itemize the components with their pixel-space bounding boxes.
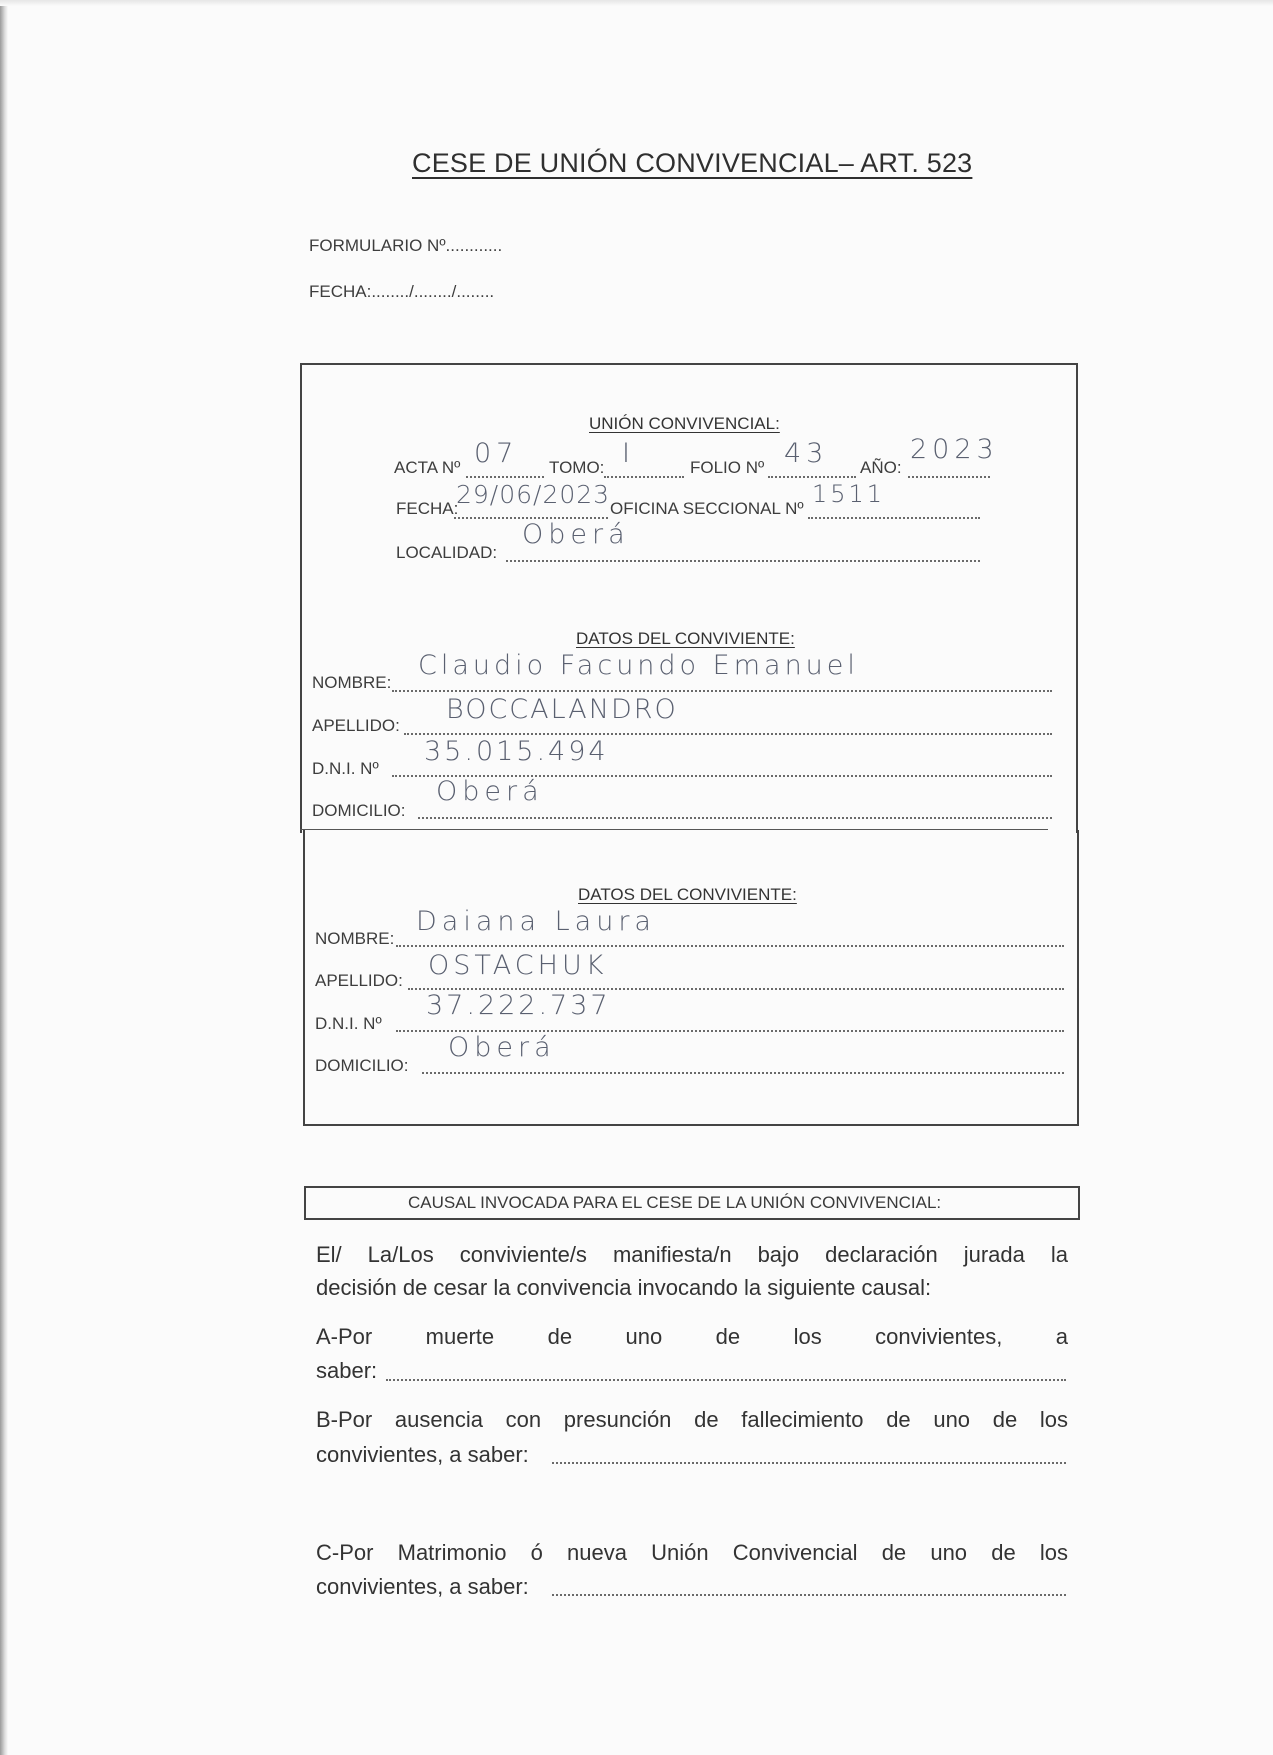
- folio-value: 43: [784, 438, 829, 469]
- tomo-dots: [604, 476, 684, 478]
- causal-intro-line1: El/ La/Los conviviente/s manifiesta/n bajo declaración jurada la: [316, 1242, 1068, 1267]
- conviviente2-dni-label: D.N.I. Nº: [315, 1014, 382, 1033]
- causal-intro-line2: decisión de cesar la convivencia invocando la siguiente causal:: [316, 1275, 932, 1300]
- conviviente1-apellido-value: BOCCALANDRO: [446, 694, 678, 725]
- causal-b-dots: [552, 1462, 1066, 1464]
- folio-dots: [768, 476, 856, 478]
- causal-b-line1: B-Por ausencia con presunción de fallecimiento de uno de los: [316, 1407, 1068, 1432]
- conviviente2-nombre-label: NOMBRE:: [315, 929, 395, 948]
- acta-label: ACTA Nº: [394, 458, 461, 477]
- causal-c-line1: C-Por Matrimonio ó nueva Unión Convivencial de uno de los: [316, 1540, 1068, 1565]
- folio-label: FOLIO Nº: [690, 458, 765, 477]
- conviviente2-nombre-value: Daiana Laura: [416, 906, 656, 937]
- oficina-value: 1511: [812, 480, 886, 508]
- formulario-field: FORMULARIO Nº............: [309, 236, 503, 255]
- causal-a-dots: [386, 1379, 1066, 1381]
- conviviente2-apellido-value: OSTACHUK: [428, 950, 608, 981]
- conviviente2-dni-value: 37.222.737: [426, 990, 611, 1021]
- conviviente1-apellido-dots: [404, 733, 1052, 735]
- conviviente2-section-title: DATOS DEL CONVIVIENTE:: [578, 885, 797, 904]
- causal-a-line2: saber:: [316, 1358, 378, 1383]
- conviviente2-domicilio-label: DOMICILIO:: [315, 1056, 409, 1075]
- anio-label: AÑO:: [860, 458, 902, 477]
- causal-c-line2: convivientes, a saber:: [316, 1574, 529, 1599]
- union-fecha-value: 29/06/2023: [456, 480, 611, 509]
- union-fecha-label: FECHA:: [396, 499, 459, 518]
- fecha-field: FECHA:......../......../........: [309, 282, 495, 301]
- union-section-title: UNIÓN CONVIVENCIAL:: [589, 414, 780, 433]
- tomo-label: TOMO:: [549, 458, 605, 477]
- localidad-value: Oberá: [522, 519, 630, 550]
- conviviente2-domicilio-dots: [422, 1072, 1064, 1074]
- conviviente2-box: [303, 830, 1079, 1126]
- conviviente1-dni-value: 35.015.494: [424, 736, 609, 767]
- localidad-label: LOCALIDAD:: [396, 543, 498, 562]
- tomo-value: I: [622, 438, 635, 469]
- causal-title: CAUSAL INVOCADA PARA EL CESE DE LA UNIÓN CONVIVENCIAL:: [408, 1193, 942, 1212]
- conviviente1-nombre-value: Claudio Facundo Emanuel: [418, 650, 859, 681]
- conviviente1-section-title: DATOS DEL CONVIVIENTE:: [576, 629, 795, 648]
- conviviente1-domicilio-label: DOMICILIO:: [312, 801, 406, 820]
- conviviente1-nombre-label: NOMBRE:: [312, 673, 392, 692]
- conviviente2-domicilio-value: Oberá: [448, 1032, 556, 1063]
- oficina-label: OFICINA SECCIONAL Nº: [610, 499, 804, 518]
- causal-c-dots: [552, 1594, 1066, 1596]
- localidad-dots: [506, 560, 980, 562]
- scan-edge-shadow: [0, 0, 8, 1755]
- acta-value: 07: [474, 438, 519, 469]
- anio-dots: [908, 476, 990, 478]
- conviviente1-apellido-label: APELLIDO:: [312, 716, 400, 735]
- oficina-dots: [808, 517, 980, 519]
- scan-top-shadow: [0, 0, 1273, 6]
- acta-dots: [466, 476, 544, 478]
- anio-value: 2023: [910, 434, 999, 465]
- form-title: CESE DE UNIÓN CONVIVENCIAL– ART. 523: [412, 148, 973, 178]
- conviviente1-nombre-dots: [392, 690, 1052, 692]
- causal-b-line2: convivientes, a saber:: [316, 1442, 529, 1467]
- conviviente2-nombre-dots: [396, 945, 1064, 947]
- conviviente1-dni-label: D.N.I. Nº: [312, 759, 379, 778]
- conviviente1-domicilio-dots: [418, 817, 1052, 819]
- causal-a-line1: A-Por muerte de uno de los convivientes, a: [316, 1324, 1068, 1349]
- conviviente1-domicilio-value: Oberá: [436, 776, 544, 807]
- conviviente2-apellido-label: APELLIDO:: [315, 971, 403, 990]
